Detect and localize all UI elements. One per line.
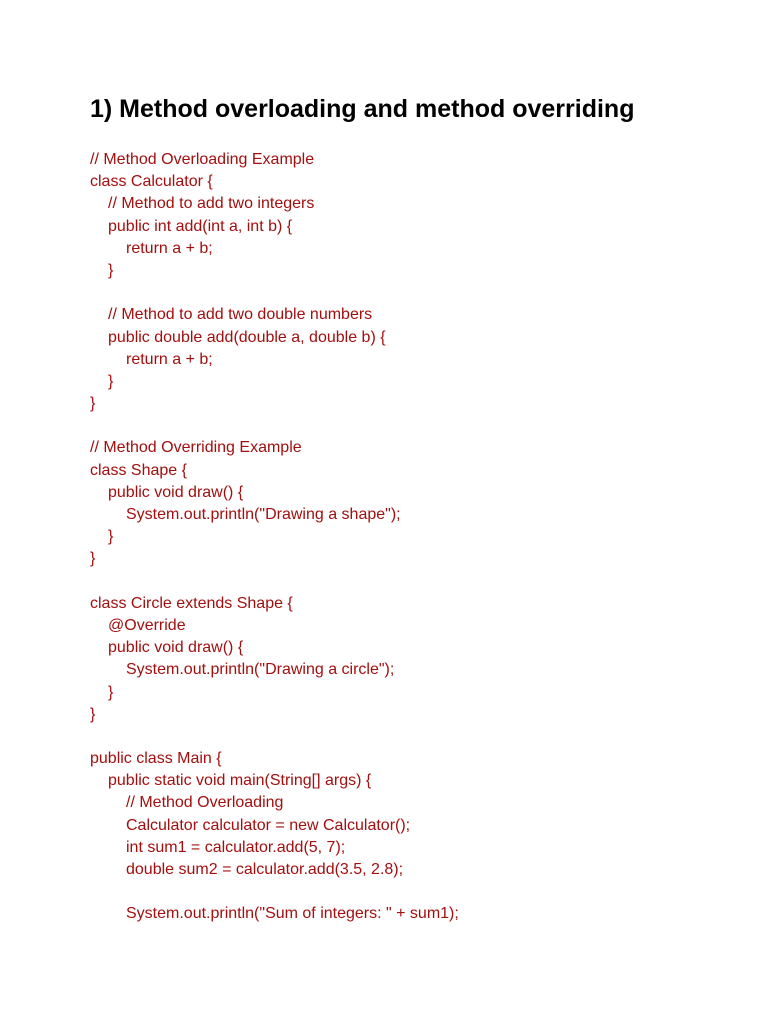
code-line: // Method to add two double numbers [108, 306, 373, 324]
code-blank-line [90, 415, 750, 437]
code-line: public void draw() { [108, 483, 244, 501]
code-line: public static void main(String[] args) { [108, 772, 372, 790]
code-line: class Shape { [90, 461, 187, 479]
code-line: } [108, 528, 114, 546]
code-block [90, 149, 750, 926]
code-line: System.out.println("Drawing a shape"); [126, 506, 401, 523]
code-line: public void draw() { [108, 639, 244, 657]
code-blank-line [90, 881, 750, 903]
code-line: return a + b; [126, 350, 213, 368]
code-line: int sum1 = calculator.add(5, 7); [126, 838, 346, 856]
code-line: return a + b; [126, 239, 213, 257]
code-line: } [90, 705, 96, 723]
code-blank-line [90, 571, 750, 593]
code-blank-line [90, 726, 750, 748]
code-line: public double add(double a, double b) { [108, 328, 386, 346]
code-line: // Method Overloading [126, 794, 284, 812]
code-line: public class Main { [90, 750, 222, 768]
code-line: class Circle extends Shape { [90, 594, 293, 612]
code-line: } [90, 550, 96, 568]
code-line: System.out.println("Sum of integers: " + sum1); [126, 905, 459, 923]
code-line: class Calculator { [90, 173, 213, 191]
code-line: Calculator calculator = new Calculator(); [126, 816, 411, 834]
code-line: // Method to add two integers [108, 195, 315, 213]
code-line: double sum2 = calculator.add(3.5, 2.8); [126, 861, 404, 878]
code-blank-line [90, 282, 750, 304]
code-line: } [108, 683, 114, 701]
code-line: @Override [108, 616, 186, 634]
code-line: } [108, 372, 114, 390]
code-line: } [90, 395, 96, 413]
section-heading: 1) Method overloading and method overriding [90, 95, 635, 123]
code-line: // Method Overloading Example [90, 151, 315, 168]
code-line: // Method Overriding Example [90, 439, 302, 457]
code-line: public int add(int a, int b) { [108, 217, 293, 235]
code-line: System.out.println("Drawing a circle"); [126, 661, 395, 679]
code-line: } [108, 261, 114, 279]
